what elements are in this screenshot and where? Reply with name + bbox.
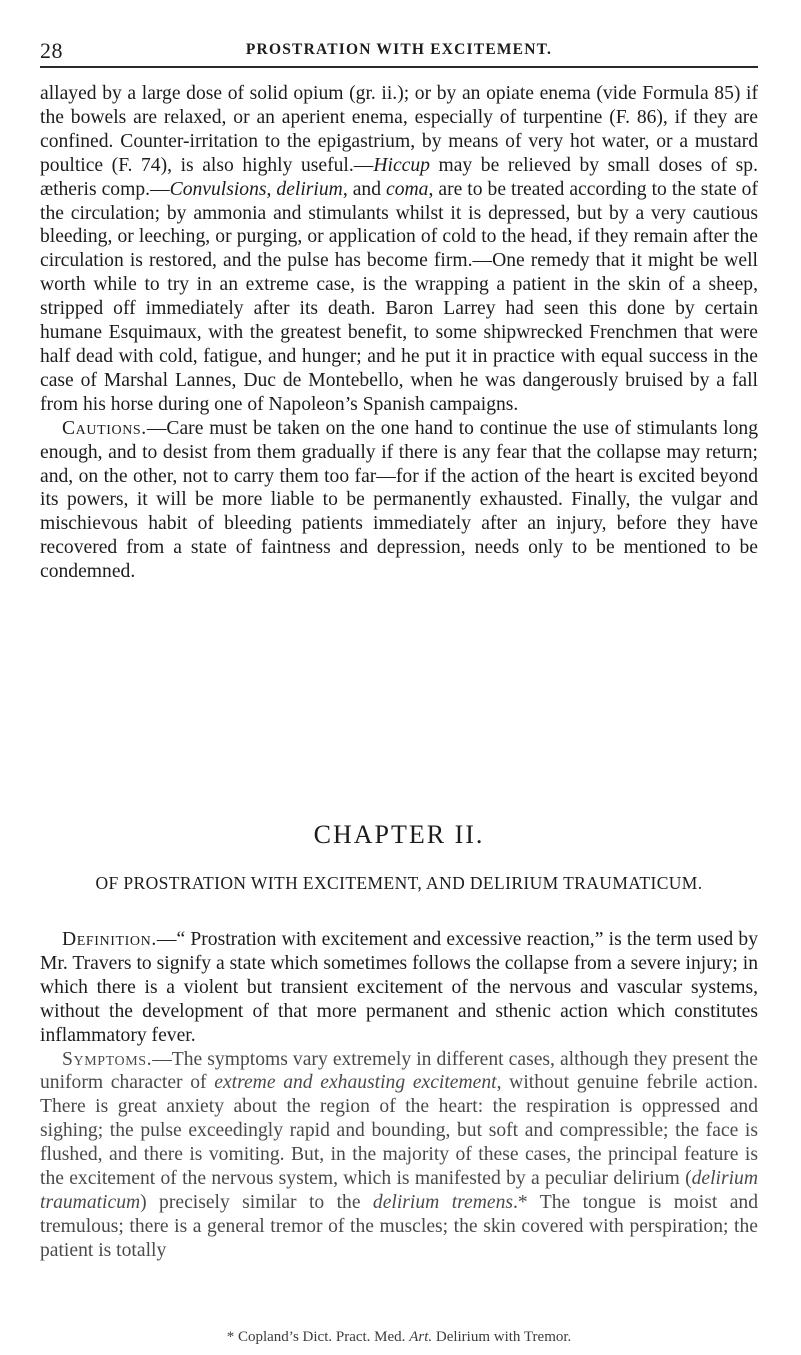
footnote-block [40,1328,758,1346]
term-delirium-traumaticum: delirium traumaticum [40,1168,758,1213]
term-convulsions: Convulsions [169,178,267,200]
page-number: 28 [40,38,63,63]
running-title: PROSTRATION WITH EXCITEMENT. [245,41,553,58]
symptoms-label: Symptoms. [62,1048,153,1070]
book-page [40,0,758,1355]
continued-paragraph-block [40,82,758,584]
term-extreme-excitement: extreme and exhausting excitement [214,1072,497,1094]
footnote: * Copland’s Dict. Pract. Med. Art. Delirium with Tremor. [226,1329,572,1345]
footnote-article: Art. [409,1329,433,1345]
running-header [40,38,758,68]
definition-label: Definition. [62,929,157,950]
term-delirium-tremens: delirium tremens [372,1191,514,1213]
continued-paragraph: allayed by a large dose of solid opium (gr. ii.); or by an opiate enema (vide Formula 85) if the bowels are relaxed, or an aperient enema, especially of turpentine (F. 86), if they are confined. Counter-irritation to the epigastrium, by means of very hot water, or a mustard poultice (F. 74), is also highly useful.—Hiccup may be relieved by small doses of sp. ætheris comp.—Convulsions, delirium, and coma, are to be treated according to the state of the circulation; by ammonia and stimulants whilst it is depressed, but by a very cautious bleeding, or leeching, or purging, or application of cold to the head, if they remain after the circulation is restored, and the pulse has become firm.—One remedy that it might be well worth while to try in an extreme case, is the wrapping a patient in the skin of a sheep, stripped off immediately after its death. Baron Larrey had seen this done by certain humane Esquimaux, with the greatest benefit, to some shipwrecked Frenchmen that were half dead with cold, fatigue, and hunger; and he put it in practice with equal success in the case of Marshal Lannes, Duc de Montebello, when he was dangerously bruised by a fall from his horse during one of Napoleon’s Spanish campaigns. [40,83,758,415]
symptoms-paragraph: Symptoms.—The symptoms vary extremely in different cases, although they present the uniform character of extreme and exhausting excitement, without genuine febrile action. There is great anxiety about the region of the heart: the respiration is oppressed and sighing; the pulse exceedingly rapid and bounding, but soft and compressible; the face is flushed, and there is vomiting. But, in the majority of these cases, the principal feature is the excitement of the nervous system, which is manifested by a peculiar delirium (delirium traumaticum) precisely similar to the delirium tremens.* The tongue is moist and tremulous; there is a general tremor of the muscles; the skin covered with perspiration; the patient is totally [40,1048,758,1261]
chapter-heading: CHAPTER II. [313,820,485,849]
chapter-body-block [40,928,758,1263]
chapter-title: OF PROSTRATION WITH EXCITEMENT, AND DELIRIUM TRAUMATICUM. [95,873,703,893]
cautions-paragraph: Cautions.—Care must be taken on the one hand to continue the use of stimulants long enough, and to desist from them gradually if there is any fear that the collapse may return; and, on the other, not to carry them too far—for if the action of the heart is excited beyond its powers, it will be more liable to be permanently exhausted. Finally, the vulgar and mischievous habit of bleeding patients immediately after an injury, before they have recovered from a state of faintness and depression, needs only to be mentioned to be condemned. [40,417,758,583]
cautions-label: Cautions. [62,417,147,439]
chapter-heading-block [40,820,758,894]
term-hiccup: Hiccup [373,154,430,176]
term-coma: coma [386,178,429,200]
definition-paragraph: Definition.—“ Prostration with excitement and excessive reaction,” is the term used by Mr. Travers to signify a state which sometimes follows the collapse from a severe injury; in which there is a violent but transient excitement of the nervous and vascular systems, without the development of that more permanent and sthenic action which constitutes inflammatory fever. [40,929,758,1046]
term-delirium: delirium [276,178,343,200]
